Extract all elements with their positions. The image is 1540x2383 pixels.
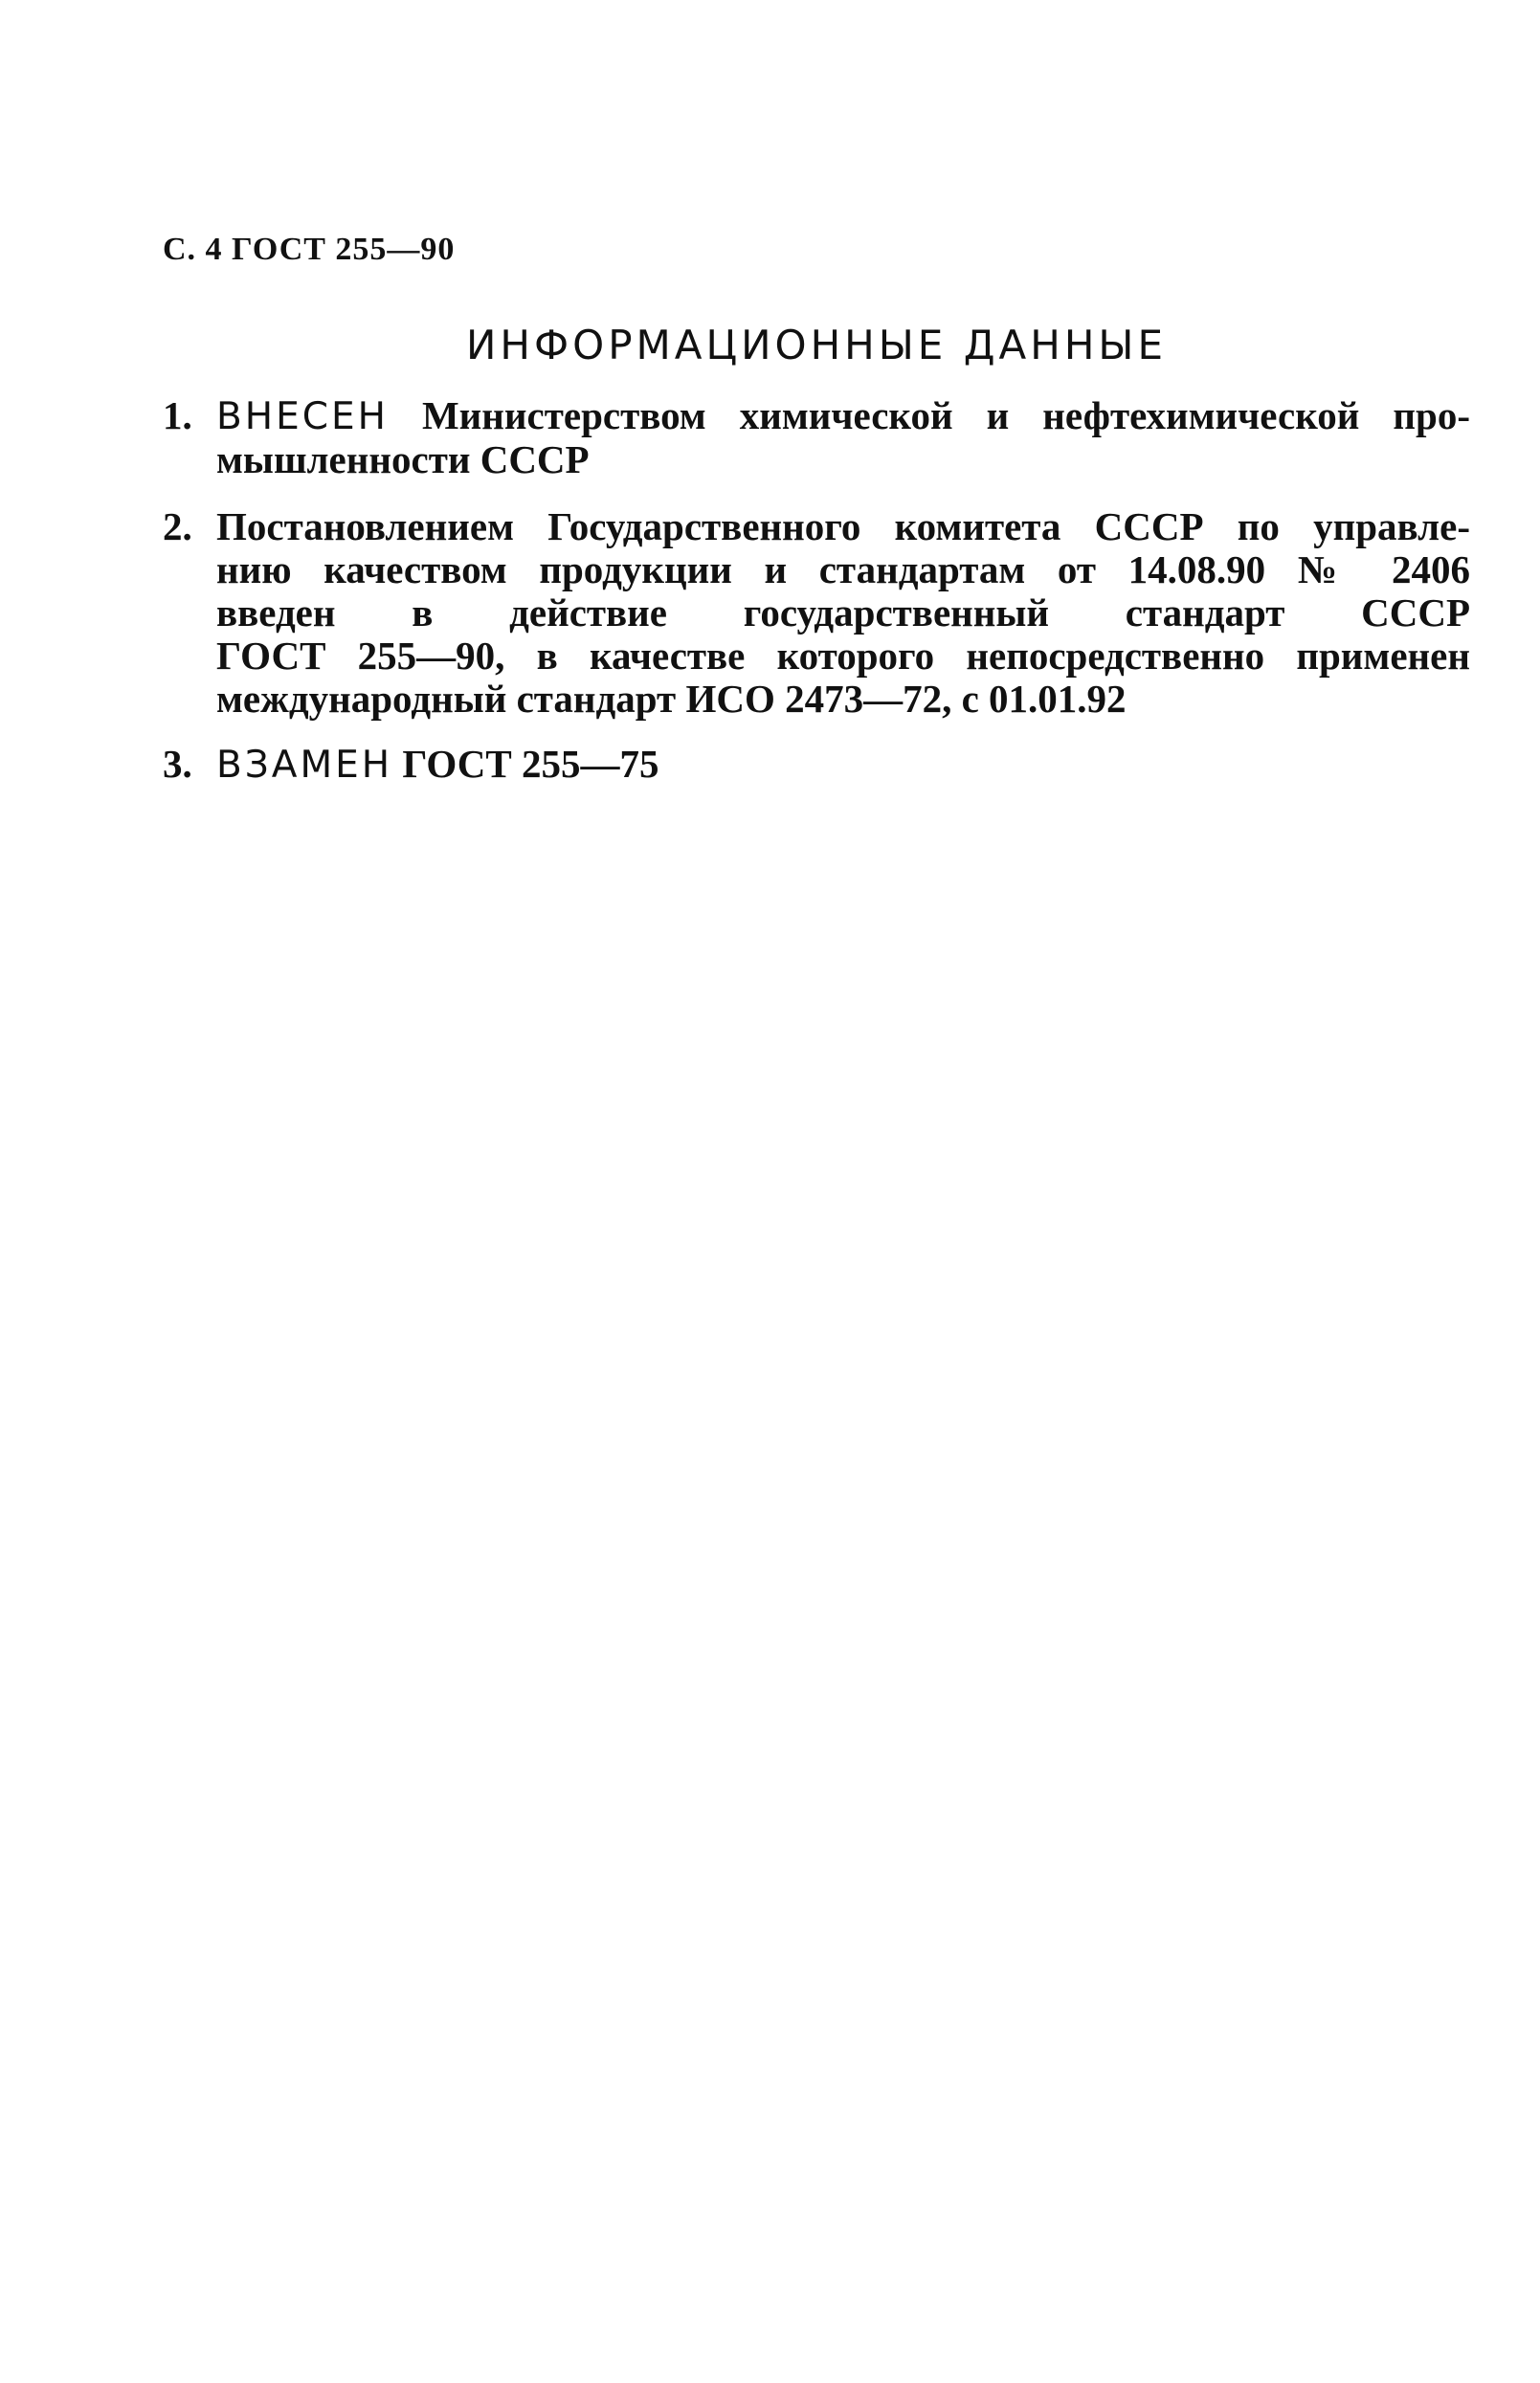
info-item-3 bbox=[163, 743, 1470, 787]
item-line: введен в действие государственный стандарт СССР bbox=[216, 590, 1470, 635]
item-line: нию качеством продукции и стандартам от 14.08.90 № 2406 bbox=[216, 547, 1470, 591]
info-item-2 bbox=[163, 505, 1470, 721]
item-line bbox=[216, 743, 1470, 787]
section-title: ИНФОРМАЦИОННЫЕ ДАННЫЕ bbox=[465, 322, 1167, 368]
item-line-text: ГОСТ 255—75 bbox=[402, 742, 659, 786]
info-item-1 bbox=[163, 394, 1470, 481]
item-keyword: ВНЕСЕН bbox=[216, 395, 389, 438]
page-header: С. 4 ГОСТ 255—90 bbox=[163, 232, 456, 267]
item-line: ГОСТ 255—90, в качестве которого непосредственно применен bbox=[216, 634, 1470, 678]
item-line: Постановлением Государственного комитета СССР по управле- bbox=[216, 504, 1470, 548]
item-body bbox=[216, 505, 1470, 721]
item-line: международный стандарт ИСО 2473—72, с 01.01.92 bbox=[216, 677, 1127, 721]
item-keyword: ВЗАМЕН bbox=[216, 744, 393, 787]
item-number: 2. bbox=[163, 504, 192, 548]
item-body bbox=[216, 743, 1470, 787]
item-line bbox=[216, 394, 1470, 438]
item-number: 1. bbox=[163, 393, 192, 437]
item-number: 3. bbox=[163, 742, 192, 786]
item-line-text: Министерством химической и нефтехимической про- bbox=[421, 393, 1471, 437]
item-body bbox=[216, 394, 1470, 481]
item-line: мышленности СССР bbox=[216, 437, 590, 481]
